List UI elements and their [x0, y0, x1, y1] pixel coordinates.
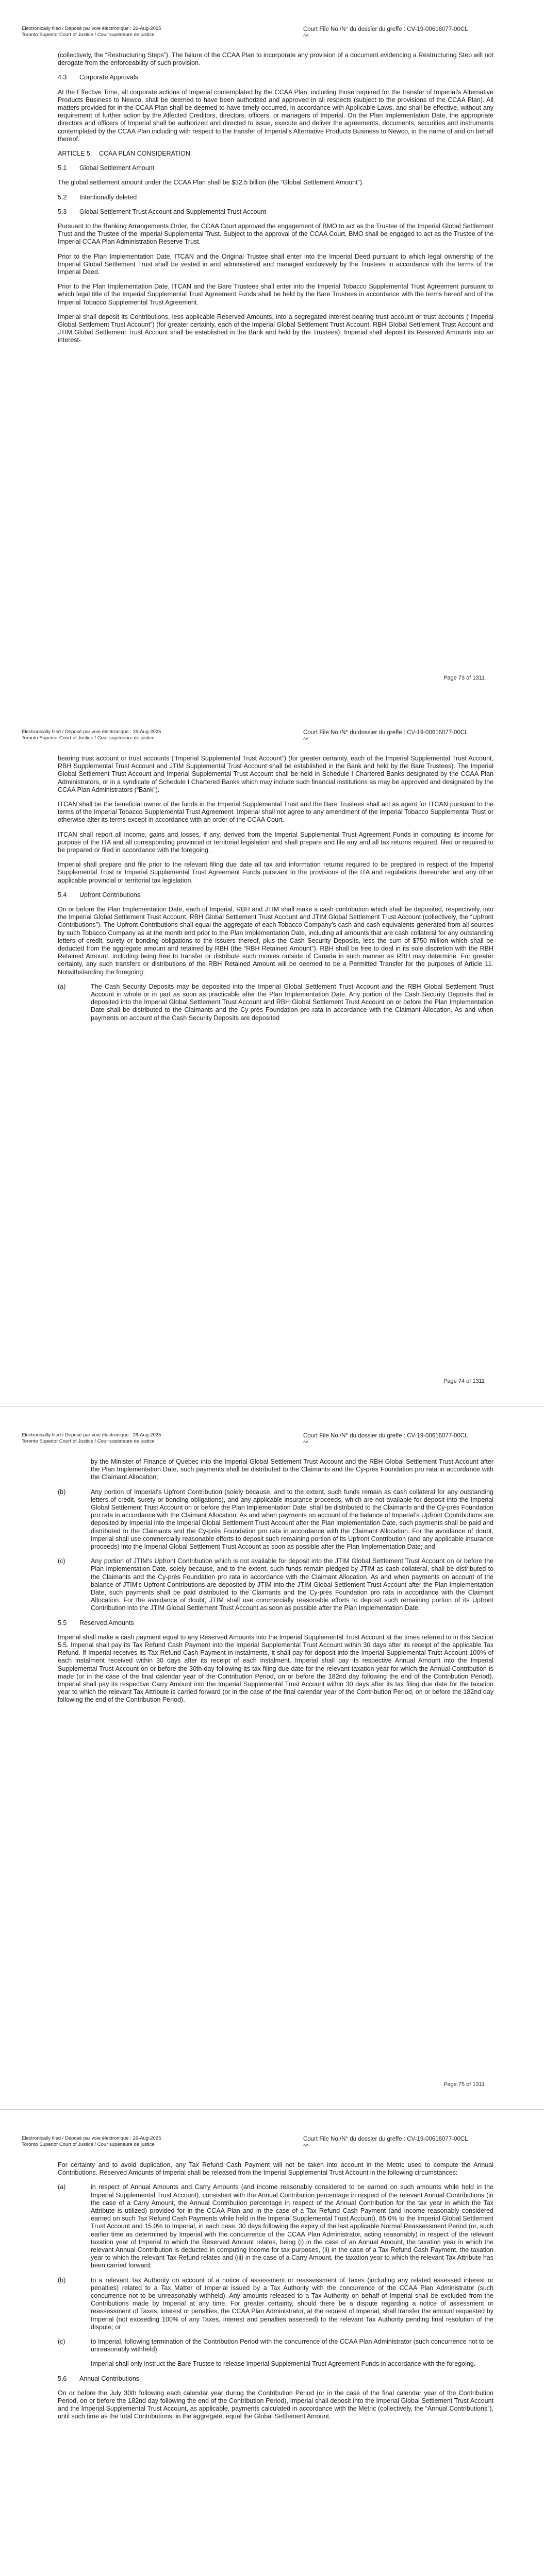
filing-stamp-line1: Electronically filed / Déposé par voie électronique : 26-Aug-2025	[22, 1432, 161, 1438]
court-file-mark: ^^	[303, 33, 309, 40]
page-number: Page 73 of 1311	[443, 675, 485, 681]
list-item-text: to a relevant Tax Authority on account of a notice of assessment or reassessment of Taxes (including any related assessed interest or penalties) related to a Tax Matter of Imperial issued by a Tax Authority with the concurrence of the CCAA Plan Administrator (such concurrence not to be unreasonably withheld). Any amounts released to a Tax Authority on behalf of Imperial shall be excluded from the Contributions made by Imperial at any time. For greater certainty, should there be a dispute regarding a notice of assessment or reassessment of Taxes, interest or penalties, the CCAA Plan Administrator, at the request of Imperial, shall transfer the amount requested by Imperial (not exceeding 100% of any Taxes, interest and penalties assessed) to the relevant Tax Authority pending final resolution of the dispute; or	[91, 2276, 493, 2331]
section-number: 5.4	[58, 891, 67, 899]
section-heading	[58, 1619, 493, 1627]
section-number: 5.5	[58, 1619, 67, 1626]
court-file-number	[303, 26, 468, 40]
court-file-number-text: Court File No./N° du dossier du greffe : CV-19-00616077-00CL	[303, 730, 468, 736]
section-title: CCAA PLAN CONSIDERATION	[99, 150, 190, 158]
list-item-label: (a)	[58, 982, 66, 990]
list-item	[58, 1488, 493, 1551]
section-title: Global Settlement Amount	[79, 164, 155, 172]
list-item-label: (c)	[58, 2338, 65, 2346]
document-page-76	[0, 2110, 544, 2576]
list-item	[58, 983, 493, 1022]
section-heading	[58, 150, 493, 158]
list-item	[58, 2277, 493, 2331]
filing-stamp	[22, 26, 161, 38]
list-item	[58, 1557, 493, 1612]
page-body	[58, 2161, 493, 2428]
paragraph: Pursuant to the Banking Arrangements Order, the CCAA Court approved the engagement of BMO to act as the Trustee of the Imperial Global Settlement Trust and the Trustee of the Imperial Supplemental Trust. Subject to the approval of the CCAA Court, BMO shall be engaged to act as the Trustee of the Imperial CCAA Plan Administration Reserve Trust.	[58, 223, 493, 246]
list-item-label: (b)	[58, 1488, 66, 1496]
document-page-74	[0, 703, 544, 1406]
list-item-text: Any portion of JTIM’s Upfront Contribution which is not available for deposit into the JTIM Global Settlement Trust Account on or before the Plan Implementation Date, solely because, and to the extent, such funds remain pledged by JTIM as cash collateral, shall be distributed to the Claimants and the Cy-près Foundation pro rata in accordance with the Claimant Allocation. As and when payments on account of the balance of JTIM’s Upfront Contributions are deposited by JTIM into the JTIM Global Settlement Trust Account after the Plan Implementation Date, such payments shall be paid distributed to the Claimants and the Cy-près Foundation pro rata in accordance with the Claimant Allocation. For the avoidance of doubt, JTIM shall use commercially reasonable efforts to deposit such remaining portion of its Upfront Contribution into the JTIM Global Settlement Trust Account as soon as possible after the Plan Implementation Date.	[91, 1557, 493, 1612]
filing-stamp-line2: Toronto Superior Court of Justice / Cour supérieure de justice	[22, 2142, 155, 2147]
list-item-label: (b)	[58, 2276, 66, 2284]
list-item-text: Any portion of Imperial’s Upfront Contribution (solely because, and to the extent, such funds remain as cash collateral for any outstanding letters of credit, surety or bonding obligations), and any applicable insurance proceeds, which are not available for deposit into the Imperial Global Settlement Trust Account on or before the Plan Implementation Date, shall be distributed to the Claimants and the Cy-près Foundation pro rata in accordance with the Claimant Allocation. As and when payments on account of the balance of Imperial’s Upfront Contributions are deposited by Imperial into the Imperial Global Settlement Trust Account after the Plan Implementation Date, such payments shall be paid and distributed to the Claimants and the Cy-près Foundation pro rata in accordance with the Claimant Allocation. For the avoidance of doubt, Imperial shall use commercially reasonable efforts to deposit such remaining portion of its Upfront Contribution (and any applicable insurance proceeds) into the Imperial Global Settlement Trust Account as soon as possible after the Plan Implementation Date; and	[91, 1488, 493, 1551]
paragraph: ITCAN shall report all income, gains and losses, if any, derived from the Imperial Supplemental Trust Agreement Funds in computing its income for purpose of the ITA and all corresponding provincial or territorial legislation and shall prepare and file any and all tax returns required, filed or required to be prepared or filed in accordance with the foregoing.	[58, 831, 493, 854]
filing-stamp-line1: Electronically filed / Déposé par voie électronique : 26-Aug-2025	[22, 729, 161, 735]
list-item	[58, 2338, 493, 2353]
page-body	[58, 52, 493, 351]
document-page-75	[0, 1406, 544, 2109]
section-heading	[58, 2375, 493, 2383]
paragraph: ITCAN shall be the beneficial owner of the funds in the Imperial Supplemental Trust and the Bare Trustees shall act as agent for ITCAN pursuant to the terms of the Imperial Tobacco Supplemental Trust Agreement. Imperial shall not agree to any amendment of the Imperial Tobacco Supplemental Trust or otherwise alter its terms except in accordance with an order of the CCAA Court.	[58, 801, 493, 824]
section-number: 5.2	[58, 193, 67, 201]
court-file-number	[303, 2136, 468, 2150]
filing-stamp-line2: Toronto Superior Court of Justice / Cour supérieure de justice	[22, 32, 155, 38]
section-number: 5.6	[58, 2375, 67, 2382]
page-number: Page 75 of 1311	[443, 2081, 485, 2088]
list-item-label: (c)	[58, 1557, 65, 1565]
section-heading	[58, 891, 493, 899]
section-heading	[58, 208, 493, 216]
paragraph: Prior to the Plan Implementation Date, ITCAN and the Original Trustee shall enter into the Imperial Deed pursuant to which legal ownership of the Imperial Global Settlement Trust shall be vested in and administered and managed exclusively by the Trustees in accordance with the terms of the Imperial Deed.	[58, 252, 493, 276]
list-item-text: The Cash Security Deposits may be deposited into the Imperial Global Settlement Trust Account and the RBH Global Settlement Trust Account in whole or in part as soon as practicable after the Plan Implementation Date. Any portion of the Cash Security Deposits that is deposited into the Imperial Global Settlement Trust Account and RBH Global Settlement Trust Account on or before the Plan Implementation Date shall be distributed to the Claimants and the Cy-près Foundation pro rata in accordance with the Claimant Allocation. As and when payments on account of the Cash Security Deposits are deposited	[91, 982, 493, 1022]
list-item	[58, 2183, 493, 2269]
section-title: Reserved Amounts	[79, 1619, 134, 1626]
court-file-number-text: Court File No./N° du dossier du greffe : CV-19-00616077-00CL	[303, 1433, 468, 1439]
section-heading	[58, 194, 493, 201]
list-item-label: (a)	[58, 2183, 66, 2191]
paragraph: (collectively, the “Restructuring Steps”). The failure of the CCAA Plan to incorporate any provision of a document evidencing a Restructuring Step will not derogate from the enforceability of such provision.	[58, 52, 493, 67]
section-title: Intentionally deleted	[79, 193, 137, 201]
court-file-mark: ^^	[303, 2143, 309, 2149]
section-number: 5.3	[58, 208, 67, 215]
list-item-text: in respect of Annual Amounts and Carry Amounts (and income reasonably considered to be earned on such amounts while held in the Imperial Supplemental Trust Account), consistent with the Annual Contribution percentage in respect of the relevant Annual Contributions (in the case of a Carry Amount, the Annual Contribution percentage in respect of the Annual Contribution for the tax year in which the Tax Attribute is utilized) provided for in the CCAA Plan and in the case of a Tax Refund Cash Payment (and income reasonably considered earned on such Tax Refund Cash Payments while held in the Imperial Supplemental Trust Account), 85.0% to the Imperial Global Settlement Trust Account and 15.0% to Imperial, in each case, 30 days following the expiry of the last applicable Normal Reassessment Period (or, such earlier time as determined by Imperial with the concurrence of the CCAA Plan Administrator, acting reasonably) in respect of the relevant taxation year of Imperial to which the Reserved Amount relates, being (i) in the case of an Annual Amount, the taxation year in which the relevant Annual Contribution is deducted in computing income for tax purposes, (ii) in the case of a Tax Refund Cash Payment, the taxation year to which the relevant Tax Refund relates and (iii) in the case of a Carry Amount, the taxation year to which the relevant Tax Attribute has been carried forward;	[91, 2183, 493, 2269]
paragraph: On or before the July 30th following each calendar year during the Contribution Period (or in the case of the final calendar year of the Contribution Period, on or before the 182nd day following the end of the Contribution Period), Imperial shall deposit into the Imperial Global Settlement Trust Account and the Imperial Supplemental Trust Account, as applicable, payments calculated in accordance with the Metric (collectively, the “Annual Contributions”), until such time as the total Contributions, in the aggregate, equal the Global Settlement Amount.	[58, 2389, 493, 2420]
section-heading	[58, 74, 493, 81]
filing-stamp	[22, 2136, 161, 2148]
paragraph: On or before the Plan Implementation Date, each of Imperial, RBH and JTIM shall make a cash contribution which shall be deposited, respectively, into the Imperial Global Settlement Trust Account, RBH Global Settlement Trust Account and JTIM Global Settlement Trust Account (collectively, the “Upfront Contributions”). The Upfront Contributions shall equal the aggregate of each Tobacco Company’s cash and cash equivalents generated from all sources by such Tobacco Company as at the month end prior to the Plan Implementation Date, including all amounts that are cash collateral for any outstanding letters of credit, surety or bonding obligations to the issuers thereof, plus the Cash Security Deposits, less the sum of $750 million which shall be deducted from the aggregate amount and retained by RBH (the “RBH Retained Amount”). RBH shall be free to deal in its sole discretion with the RBH Retained Amount, including being free to transfer or distribute such monies outside of Canada in such manner as RBH may determine. For greater certainty, any such transfers or distributions of the RBH Retained Amount will be deemed to be a Permitted Transfer for the purposes of Article 11. Notwithstanding the foregoing:	[58, 906, 493, 976]
court-file-mark: ^^	[303, 737, 309, 743]
paragraph: Imperial shall make a cash payment equal to any Reserved Amounts into the Imperial Supplemental Trust Account at the times referred to in this Section 5.5. Imperial shall pay its Tax Refund Cash Payment into the Imperial Supplemental Trust Account within 30 days after its receipt of the applicable Tax Refund. If Imperial receives its Tax Refund Cash Payment in instalments, it shall pay for deposit into the Imperial Supplemental Trust Account 100% of each instalment received within 30 days after its receipt of each instalment. Imperial shall pay its respective Annual Amount into the Imperial Supplemental Trust Account on or before the 30th day following its tax filing due date for the relevant taxation year for which the Annual Contribution is made (or in the case of the final calendar year of the Contribution Period, on or before the 182nd day following the end of the Contribution Period). Imperial shall pay its respective Carry Amount into the Imperial Supplemental Trust Account within 30 days after its tax filing due date for the taxation year to which the relevant Tax Attribute is carried forward (or in the case of the final calendar year of the Contribution Period, on or before the 182nd day following the end of the Contribution Period).	[58, 1633, 493, 1704]
filing-stamp-line2: Toronto Superior Court of Justice / Cour supérieure de justice	[22, 735, 155, 741]
section-title: Global Settlement Trust Account and Supplemental Trust Account	[79, 208, 267, 215]
filing-stamp-line2: Toronto Superior Court of Justice / Cour supérieure de justice	[22, 1438, 155, 1444]
paragraph: Imperial shall deposit its Contributions, less applicable Reserved Amounts, into a segregated interest-bearing trust account or trust accounts (“Imperial Global Settlement Trust Account”) (for greater certainty, each of the Imperial Global Settlement Trust Account, RBH Global Settlement Trust Account and JTIM Global Settlement Trust Account shall be established in the Bank and held by the Trustees). Imperial shall deposit its Reserved Amounts into an interest-	[58, 313, 493, 344]
filing-stamp	[22, 729, 161, 741]
indented-paragraph: Imperial shall only instruct the Bare Trustee to release Imperial Supplemental Trust Agreement Funds in accordance with the foregoing.	[91, 2360, 476, 2368]
paragraph: At the Effective Time, all corporate actions of Imperial contemplated by the CCAA Plan, including those required for the transfer of Imperial’s Alternative Products Business to Newco, shall be deemed to have been authorized and approved in all respects (subject to the provisions of the CCAA Plan). All matters provided for in the CCAA Plan shall be deemed to have timely occurred, in accordance with Applicable Laws, and shall be effective, without any requirement of further action by the Affected Creditors, directors, officers, or managers of Imperial. On the Plan Implementation Date, the appropriate directors and officers of Imperial shall be authorized and directed to issue, execute and deliver the agreements, documents, securities and instruments contemplated by the CCAA Plan including with respect to the transfer of Imperial’s Alternative Products Business to Newco, in the name of and on behalf thereof.	[58, 88, 493, 143]
list-item-text: to Imperial, following termination of the Contribution Period with the concurrence of the CCAA Plan Administrator (such concurrence not to be unreasonably withheld).	[91, 2338, 493, 2353]
page-body	[58, 1458, 493, 1711]
page-number: Page 74 of 1311	[443, 1378, 485, 1384]
court-file-number-text: Court File No./N° du dossier du greffe : CV-19-00616077-00CL	[303, 2136, 468, 2142]
section-title: Corporate Approvals	[79, 74, 138, 81]
section-number: 4.3	[58, 74, 67, 81]
court-file-number	[303, 1433, 468, 1447]
filing-stamp	[22, 1432, 161, 1445]
paragraph: Imperial shall prepare and file prior to the relevant filing due date all tax and information returns required to be prepared in respect of the Imperial Supplemental Trust or Imperial Supplemental Trust Agreement Funds pursuant to the provisions of the ITA and regulations thereunder and any other applicable provincial or territorial tax legislation.	[58, 861, 493, 884]
filing-stamp-line1: Electronically filed / Déposé par voie électronique : 26-Aug-2025	[22, 2136, 161, 2141]
indented-paragraph: by the Minister of Finance of Quebec into the Imperial Global Settlement Trust Account and the RBH Global Settlement Trust Account after the Plan Implementation Date, such payments shall be distributed to the Claimants and the Cy-près Foundation pro rata in accordance with the Claimant Allocation;	[91, 1458, 493, 1481]
filing-stamp-line1: Electronically filed / Déposé par voie électronique : 26-Aug-2025	[22, 26, 161, 31]
page-body	[58, 755, 493, 1029]
section-title: Annual Contributions	[79, 2375, 140, 2382]
paragraph: Prior to the Plan Implementation Date, ITCAN and the Bare Trustees shall enter into the Imperial Tobacco Supplemental Trust Agreement pursuant to which legal title of the Imperial Supplemental Trust Agreement Funds shall be held by the Bare Trustees in accordance with the terms hereof and of the Imperial Tobacco Supplemental Trust Agreement.	[58, 283, 493, 306]
section-title: Upfront Contributions	[79, 891, 141, 899]
paragraph: The global settlement amount under the CCAA Plan shall be $32.5 billion (the “Global Settlement Amount”).	[58, 179, 364, 187]
document-page-73	[0, 0, 544, 703]
paragraph: bearing trust account or trust accounts (“Imperial Supplemental Trust Account”) (for greater certainty, each of the Imperial Supplemental Trust Account, RBH Supplemental Trust Account and JTIM Supplemental Trust Account shall be established in the Bank and held by the Bare Trustees). The Imperial Global Settlement Trust Account and Imperial Supplemental Trust Account shall be held in Schedule I Chartered Banks designated by the CCAA Plan Administrators, or in a syndicate of Schedule I Chartered Banks which may include such financial institutions as may be approved and designated by the CCAA Plan Administrators (“Bank”).	[58, 755, 493, 793]
paragraph: For certainty and to avoid duplication, any Tax Refund Cash Payment will not be taken into account in the Metric used to compute the Annual Contributions. Reserved Amounts of Imperial shall be released from the Imperial Supplemental Trust Account in the following circumstances:	[58, 2161, 493, 2177]
section-heading	[58, 164, 493, 172]
section-number: ARTICLE 5.	[58, 150, 92, 158]
court-file-mark: ^^	[303, 1440, 309, 1446]
court-file-number-text: Court File No./N° du dossier du greffe : CV-19-00616077-00CL	[303, 26, 468, 32]
court-file-number	[303, 730, 468, 743]
section-number: 5.1	[58, 164, 67, 172]
